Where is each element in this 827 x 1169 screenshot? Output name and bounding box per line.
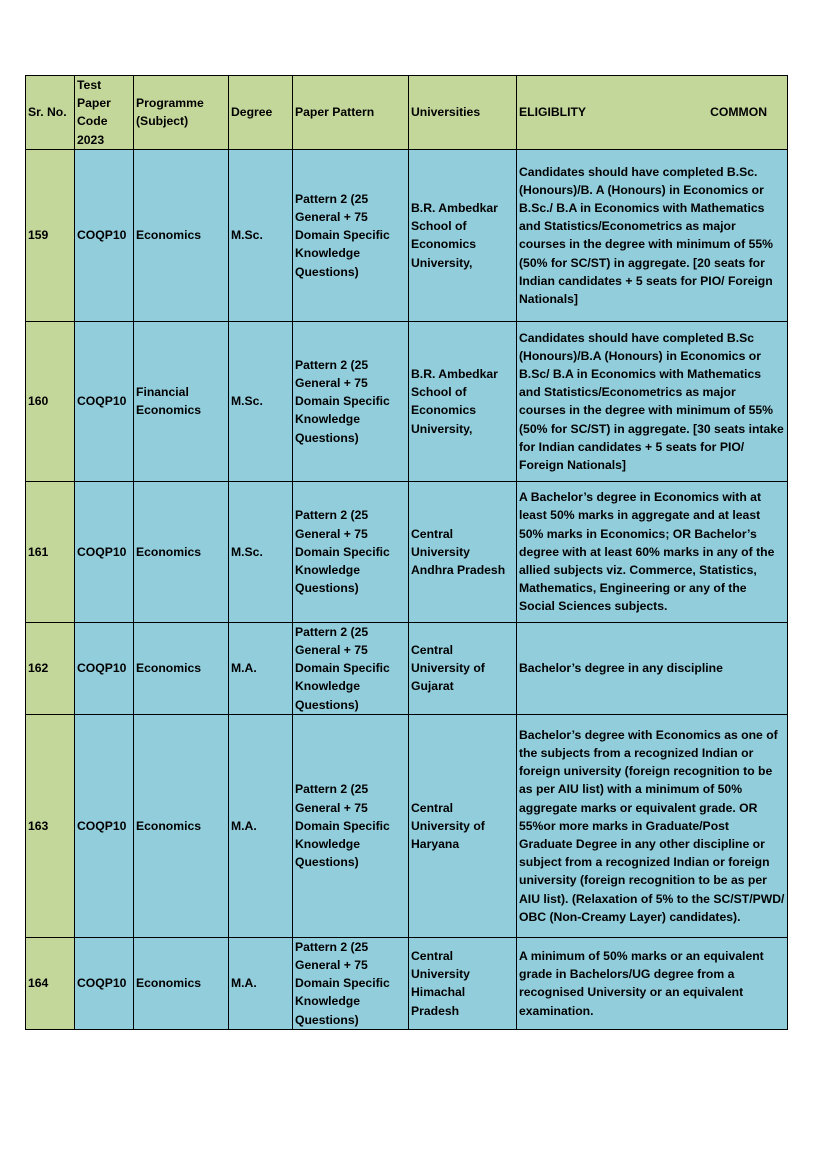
- cell-university: Central University of Gujarat: [409, 622, 517, 714]
- cell-paper-code: COQP10: [75, 321, 134, 481]
- table-row: [26, 622, 788, 714]
- cell-paper-code: COQP10: [75, 937, 134, 1029]
- cell-degree: M.A.: [229, 937, 293, 1029]
- table-row: [26, 481, 788, 622]
- cell-university: Central University Himachal Pradesh: [409, 937, 517, 1029]
- cell-degree: M.A.: [229, 622, 293, 714]
- header-test-paper-code: Test Paper Code 2023: [75, 76, 134, 150]
- cell-paper-code: COQP10: [75, 622, 134, 714]
- cell-programme: Economics: [134, 149, 229, 321]
- cell-programme: Economics: [134, 622, 229, 714]
- header-sr-no: Sr. No.: [26, 76, 75, 150]
- cell-eligibility: A minimum of 50% marks or an equivalent grade in Bachelors/UG degree from a recognised University or an equivalent examination.: [517, 937, 788, 1029]
- cell-paper-pattern: Pattern 2 (25 General + 75 Domain Specific Knowledge Questions): [293, 321, 409, 481]
- table-row: [26, 937, 788, 1029]
- cell-eligibility: Candidates should have completed B.Sc. (Honours)/B. A (Honours) in Economics or B.Sc./ B.A in Economics with Mathematics and Statistics/Econometrics as major courses in the degree with minimum of 55% (50% for SC/ST) in aggregate. [20 seats for Indian candidates + 5 seats for PIO/ Foreign Nationals]: [517, 149, 788, 321]
- cell-sr-no: 164: [26, 937, 75, 1029]
- cell-paper-code: COQP10: [75, 149, 134, 321]
- header-programme: Programme (Subject): [134, 76, 229, 150]
- cell-sr-no: 163: [26, 714, 75, 937]
- cell-university: Central University Andhra Pradesh: [409, 481, 517, 622]
- cell-sr-no: 161: [26, 481, 75, 622]
- cell-paper-pattern: Pattern 2 (25 General + 75 Domain Specific Knowledge Questions): [293, 149, 409, 321]
- cell-university: B.R. Ambedkar School of Economics University,: [409, 321, 517, 481]
- cell-paper-pattern: Pattern 2 (25 General + 75 Domain Specific Knowledge Questions): [293, 714, 409, 937]
- table-row: [26, 714, 788, 937]
- header-degree: Degree: [229, 76, 293, 150]
- table-row: [26, 321, 788, 481]
- cell-university: Central University of Haryana: [409, 714, 517, 937]
- header-eligibility: [517, 76, 788, 150]
- cell-degree: M.Sc.: [229, 481, 293, 622]
- cell-paper-pattern: Pattern 2 (25 General + 75 Domain Specific Knowledge Questions): [293, 937, 409, 1029]
- cell-eligibility: A Bachelor’s degree in Economics with at least 50% marks in aggregate and at least 50% marks in Economics; OR Bachelor’s degree with at least 60% marks in any of the allied subjects viz. Commerce, Statistics, Mathematics, Engineering or any of the Social Sciences subjects.: [517, 481, 788, 622]
- cell-eligibility: Bachelor’s degree in any discipline: [517, 622, 788, 714]
- header-common-label: COMMON: [710, 105, 767, 120]
- cell-programme: Economics: [134, 714, 229, 937]
- header-eligibility-label: ELIGIBLITY: [519, 105, 587, 120]
- cell-eligibility: Bachelor’s degree with Economics as one of the subjects from a recognized Indian or foreign university (foreign recognition to be as per AIU list) with a minimum of 50% aggregate marks or equivalent grade. OR 55%or more marks in Graduate/Post Graduate Degree in any other discipline or subject from a recognized Indian or foreign university (foreign recognition to be as per AIU list). (Relaxation of 5% to the SC/ST/PWD/ OBC (Non-Creamy Layer) candidates).: [517, 714, 788, 937]
- cell-programme: Economics: [134, 937, 229, 1029]
- header-universities: Universities: [409, 76, 517, 150]
- cell-sr-no: 160: [26, 321, 75, 481]
- cell-degree: M.A.: [229, 714, 293, 937]
- eligibility-table: [25, 75, 788, 1030]
- cell-paper-pattern: Pattern 2 (25 General + 75 Domain Specific Knowledge Questions): [293, 622, 409, 714]
- cell-degree: M.Sc.: [229, 149, 293, 321]
- header-row: [26, 76, 788, 150]
- cell-degree: M.Sc.: [229, 321, 293, 481]
- cell-paper-pattern: Pattern 2 (25 General + 75 Domain Specific Knowledge Questions): [293, 481, 409, 622]
- cell-sr-no: 162: [26, 622, 75, 714]
- cell-paper-code: COQP10: [75, 481, 134, 622]
- cell-sr-no: 159: [26, 149, 75, 321]
- header-paper-pattern: Paper Pattern: [293, 76, 409, 150]
- cell-programme: Economics: [134, 481, 229, 622]
- cell-eligibility: Candidates should have completed B.Sc (Honours)/B.A (Honours) in Economics or B.Sc/ B.A in Economics with Mathematics and Statistics/Econometrics as major courses in the degree with minimum of 55% (50% for SC/ST) in aggregate. [30 seats intake for Indian candidates + 5 seats for PIO/ Foreign Nationals]: [517, 321, 788, 481]
- table-row: [26, 149, 788, 321]
- cell-paper-code: COQP10: [75, 714, 134, 937]
- cell-programme: Financial Economics: [134, 321, 229, 481]
- cell-university: B.R. Ambedkar School of Economics University,: [409, 149, 517, 321]
